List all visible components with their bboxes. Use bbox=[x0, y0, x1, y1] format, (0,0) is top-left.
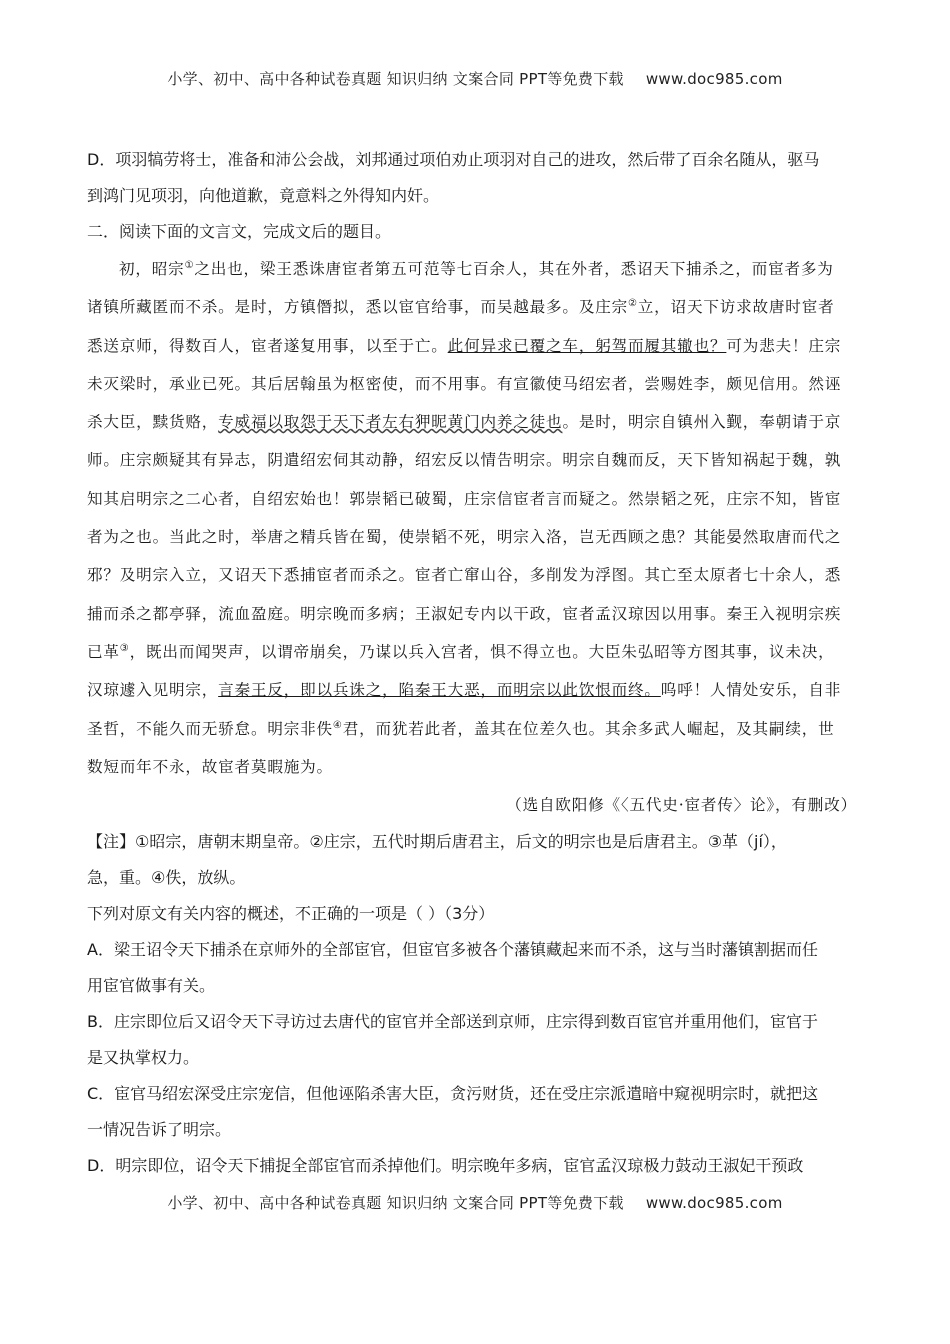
option-d-prev-line2: 到鸿门见项羽，向他道歉，竟意料之外得知内奸。 bbox=[87, 186, 440, 205]
option-d-prev-line1: D．项羽犒劳将士，准备和沛公会战，刘邦通过项伯劝止项羽对自己的进攻，然后带了百余名随从，驱马 bbox=[87, 150, 820, 169]
note-marker-2: ② bbox=[628, 298, 638, 310]
option-c-line1: C．宦官马绍宏深受庄宗宠信，但他诬陷杀害大臣，贪污财货，还在受庄宗派遣暗中窥视明宗时，就把这 bbox=[87, 1084, 819, 1104]
classical-passage bbox=[87, 250, 857, 824]
passage-line: 师。庄宗颇疑其有异志，阴遣绍宏伺其动静，绍宏反以情告明宗。明宗自魏而反，天下皆知祸起于魏，孰 bbox=[87, 451, 842, 470]
footer-text: 小学、初中、高中各种试卷真题 知识归纳 文案合同 PPT等免费下载 bbox=[167, 1194, 624, 1212]
header-banner bbox=[0, 68, 950, 89]
passage-line: 圣哲，不能久而无骄怠。明宗非佚④君，而犹若此者，盖其在位差久也。其余多武人崛起，及其嗣续，世 bbox=[87, 719, 835, 738]
passage-line: 邪？及明宗入立，又诏天下悉捕宦者而杀之。宦者亡窜山谷，多削发为浮图。其亡至太原者七十余人，悉 bbox=[87, 566, 842, 585]
document-body bbox=[87, 142, 857, 1184]
option-b-line2: 是又执掌权力。 bbox=[87, 1048, 200, 1068]
question-stem: 下列对原文有关内容的概述，不正确的一项是（ ）（3分） bbox=[87, 904, 495, 924]
option-b-line1: B．庄宗即位后又诏令天下寻访过去唐代的宦官并全部送到京师，庄宗得到数百宦官并重用他们，宦官于 bbox=[87, 1012, 818, 1032]
passage-line: 未灭梁时，承业已死。其后居翰虽为枢密使，而不用事。有宣徽使马绍宏者，尝赐姓李，颇见信用。然诬 bbox=[87, 374, 842, 393]
passage-line: 数短而年不永，故宦者莫暇施为。 bbox=[87, 757, 333, 776]
footer-url-link[interactable]: www.doc985.com bbox=[645, 1194, 783, 1212]
option-a-line1: A．梁王诏令天下捕杀在京师外的全部宦官，但宦官多被各个藩镇藏起来而不杀，这与当时藩镇割据而任 bbox=[87, 940, 818, 960]
passage-line: 捕而杀之都亭驿，流血盈庭。明宗晚而多病；王淑妃专内以干政，宦者孟汉琼因以用事。秦王入视明宗疾 bbox=[87, 604, 842, 623]
passage-line: 悉送京师，得数百人，宦者遂复用事，以至于亡。此何异求已覆之车，躬驾而履其辙也？可为悲夫！庄宗 bbox=[87, 336, 842, 355]
section-title: 二．阅读下面的文言文，完成文后的题目。 bbox=[87, 222, 392, 241]
passage-line: 初，昭宗①之出也，梁王悉诛唐宦者第五可范等七百余人，其在外者，悉诏天下捕杀之，而宦者多为 bbox=[119, 259, 834, 278]
note-marker-3: ③ bbox=[119, 642, 130, 654]
passage-line: 者为之也。当此之时，举唐之精兵皆在蜀，使崇韬不死，明宗入洛，岂无西顾之患？其能晏然取唐而代之 bbox=[87, 528, 842, 547]
passage-line: 已革③，既出而闻哭声，以谓帝崩矣，乃谋以兵入宫者，惧不得立也。大臣朱弘昭等方图其事，议未决， bbox=[87, 642, 835, 661]
header-url-link[interactable]: www.doc985.com bbox=[645, 70, 783, 88]
option-c-line2: 一情况告诉了明宗。 bbox=[87, 1120, 232, 1140]
note-line1: 【注】①昭宗，唐朝末期皇帝。②庄宗，五代时期后唐君主，后文的明宗也是后唐君主。③革（jí）， bbox=[87, 832, 787, 852]
header-text: 小学、初中、高中各种试卷真题 知识归纳 文案合同 PPT等免费下载 bbox=[167, 70, 624, 88]
option-d-line1: D．明宗即位，诏令天下捕捉全部宦官而杀掉他们。明宗晚年多病，宦官孟汉琼极力鼓动王淑妃干预政 bbox=[87, 1156, 804, 1176]
passage-line: 杀大臣，黩货赂，专威福以取怨于天下者左右狎昵黄门内养之徒也。是时，明宗自镇州入觐，奉朝请于京 bbox=[87, 413, 842, 432]
passage-source: （选自欧阳修《〈五代史·宦者传〉论》，有删改） bbox=[506, 796, 857, 815]
note-line2: 急，重。④佚，放纵。 bbox=[87, 868, 246, 888]
wavy-underlined-sentence: 专威福以取怨于天下者左右狎昵黄门内养之徒也 bbox=[218, 413, 563, 432]
passage-line: 汉琼遽入见明宗，言秦王反，即以兵诛之，陷秦王大恶，而明宗以此饮恨而终。呜呼！人情处安乐，自非 bbox=[87, 681, 842, 700]
note-marker-1: ① bbox=[184, 259, 195, 271]
note-marker-4: ④ bbox=[332, 719, 343, 731]
underlined-sentence-1: 此何异求已覆之车，躬驾而履其辙也？ bbox=[447, 336, 727, 355]
footer-banner bbox=[0, 1192, 950, 1213]
option-a-line2: 用宦官做事有关。 bbox=[87, 976, 216, 996]
underlined-sentence-2: 言秦王反，即以兵诛之，陷秦王大恶，而明宗以此饮恨而终。 bbox=[218, 681, 661, 700]
passage-line: 知其启明宗之二心者，自绍宏始也！郭崇韬已破蜀，庄宗信宦者言而疑之。然崇韬之死，庄宗不知，皆宦 bbox=[87, 489, 842, 508]
passage-line: 诸镇所藏匿而不杀。是时，方镇僭拟，悉以宦官给事，而吴越最多。及庄宗②立，诏天下访求故唐时宦者 bbox=[87, 298, 835, 317]
